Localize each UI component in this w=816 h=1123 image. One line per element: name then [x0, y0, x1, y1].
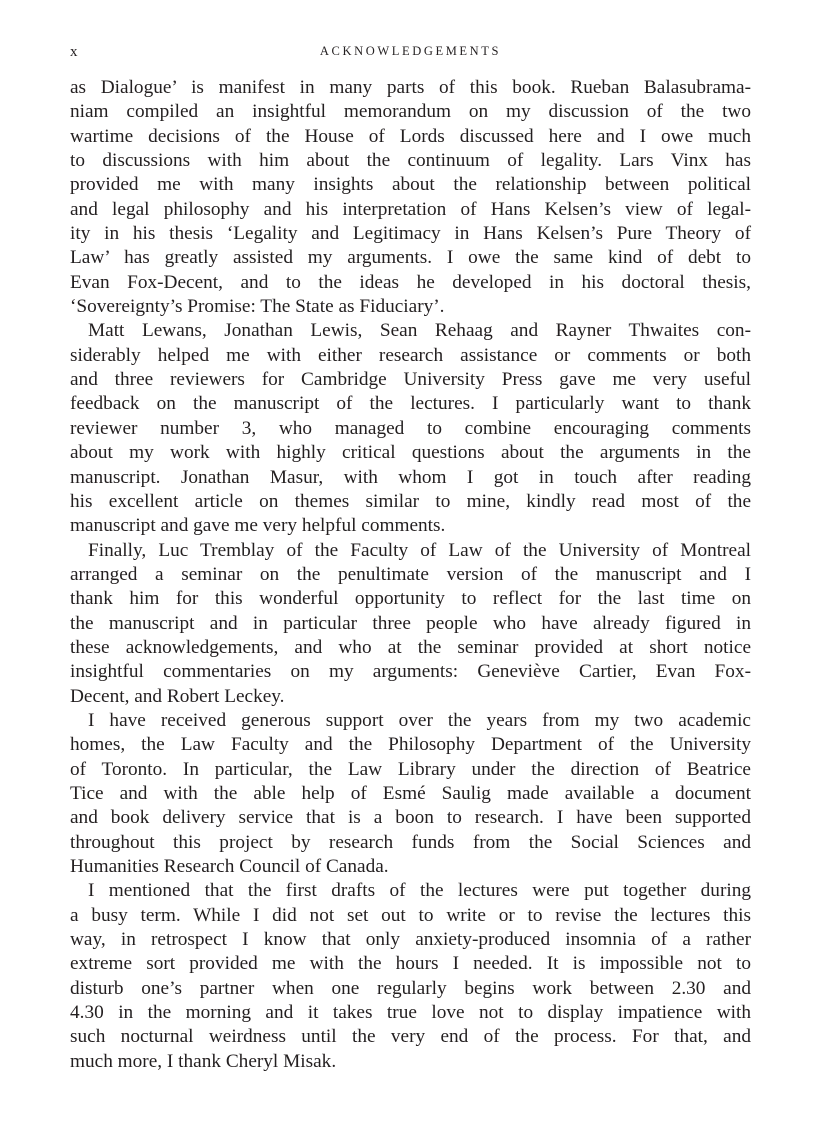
- text-line: ‘Sovereignty’s Promise: The State as Fiduciary’.: [70, 296, 445, 318]
- text-line: Tice and with the able help of Esmé Saulig made available a document: [70, 782, 751, 804]
- text-line: Evan Fox-Decent, and to the ideas he developed in his doctoral thesis,: [70, 271, 751, 293]
- text-line: I have received generous support over the years from my two academic: [88, 709, 751, 731]
- text-line: disturb one’s partner when one regularly begins work between 2.30 and: [70, 977, 751, 999]
- text-line: siderably helped me with either research assistance or comments or both: [70, 344, 751, 366]
- paragraph: [70, 76, 751, 319]
- page-number: x: [70, 44, 78, 60]
- text-line: the manuscript and in particular three people who have already figured in: [70, 612, 751, 634]
- text-line: arranged a seminar on the penultimate version of the manuscript and I: [70, 563, 751, 585]
- text-line: to discussions with him about the continuum of legality. Lars Vinx has: [70, 150, 751, 172]
- text-line: manuscript. Jonathan Masur, with whom I got in touch after reading: [70, 466, 751, 488]
- text-line: as Dialogue’ is manifest in many parts of this book. Rueban Balasubrama-: [70, 77, 751, 98]
- running-head-title: ACKNOWLEDGEMENTS: [319, 44, 502, 58]
- text-line: his excellent article on themes similar to mine, kindly read most of the: [70, 490, 751, 512]
- text-line: insightful commentaries on my arguments: Geneviève Cartier, Evan Fox-: [70, 661, 751, 683]
- paragraph: [70, 319, 751, 538]
- text-line: about my work with highly critical questions about the arguments in the: [70, 442, 751, 464]
- text-line: such nocturnal weirdness until the very end of the process. For that, and: [70, 1026, 751, 1048]
- text-line: and book delivery service that is a boon to research. I have been supported: [70, 807, 751, 829]
- text-line: wartime decisions of the House of Lords discussed here and I owe much: [70, 125, 751, 147]
- text-line: these acknowledgements, and who at the seminar provided at short notice: [70, 636, 751, 658]
- text-line: feedback on the manuscript of the lectures. I particularly want to thank: [70, 393, 751, 415]
- text-line: Law’ has greatly assisted my arguments. I owe the same kind of debt to: [70, 247, 751, 269]
- text-line: extreme sort provided me with the hours I needed. It is impossible not to: [70, 953, 751, 975]
- text-line: and three reviewers for Cambridge University Press gave me very useful: [70, 369, 751, 391]
- text-line: way, in retrospect I know that only anxiety-produced insomnia of a rather: [70, 929, 751, 951]
- text-line: much more, I thank Cheryl Misak.: [70, 1050, 337, 1072]
- text-line: provided me with many insights about the relationship between political: [70, 174, 751, 196]
- text-line: and legal philosophy and his interpretation of Hans Kelsen’s view of legal-: [70, 198, 751, 220]
- text-line: Decent, and Robert Leckey.: [70, 685, 285, 707]
- text-line: a busy term. While I did not set out to write or to revise the lectures this: [70, 904, 751, 926]
- text-line: throughout this project by research funds from the Social Sciences and: [70, 831, 751, 853]
- paragraph: [70, 539, 751, 709]
- text-line: Finally, Luc Tremblay of the Faculty of Law of the University of Montreal: [88, 539, 751, 561]
- text-line: homes, the Law Faculty and the Philosophy Department of the University: [70, 734, 751, 756]
- paragraph: [70, 879, 751, 1074]
- running-head: [70, 40, 751, 64]
- text-line: reviewer number 3, who managed to combine encouraging comments: [70, 417, 751, 439]
- text-line: manuscript and gave me very helpful comments.: [70, 515, 446, 537]
- text-line: niam compiled an insightful memorandum on my discussion of the two: [70, 101, 751, 123]
- paragraph: [70, 709, 751, 879]
- book-page: [70, 40, 751, 1074]
- text-line: ity in his thesis ‘Legality and Legitimacy in Hans Kelsen’s Pure Theory of: [70, 223, 751, 245]
- text-line: of Toronto. In particular, the Law Library under the direction of Beatrice: [70, 758, 751, 780]
- body-text: [70, 76, 751, 1074]
- text-line: 4.30 in the morning and it takes true love not to display impatience with: [70, 1002, 751, 1024]
- text-line: thank him for this wonderful opportunity to reflect for the last time on: [70, 588, 751, 610]
- text-line: Matt Lewans, Jonathan Lewis, Sean Rehaag and Rayner Thwaites con-: [88, 320, 751, 342]
- text-line: Humanities Research Council of Canada.: [70, 856, 389, 877]
- text-line: I mentioned that the first drafts of the lectures were put together during: [88, 880, 751, 902]
